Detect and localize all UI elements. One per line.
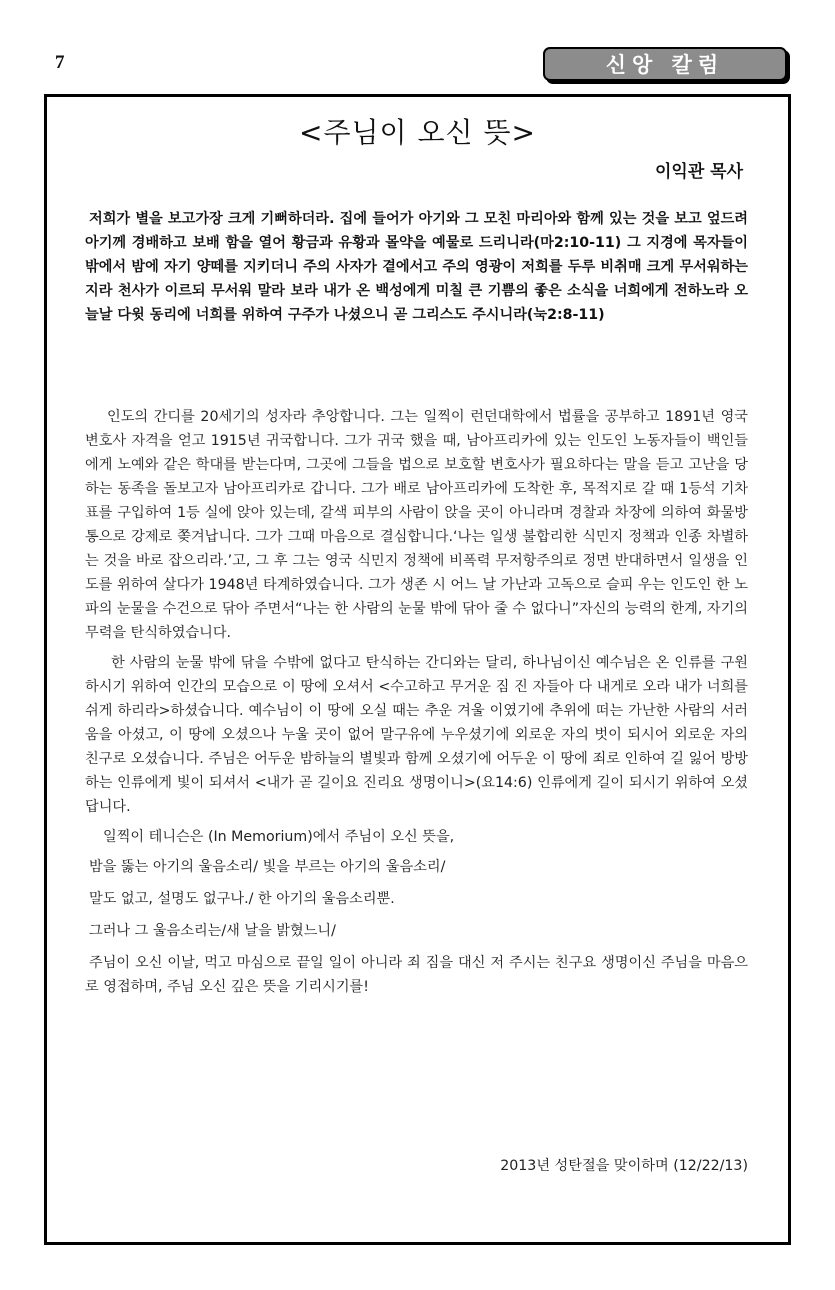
- article-author: 이익관 목사: [654, 162, 743, 182]
- closing-paragraph: 주님이 오신 이날, 먹고 마심으로 끝일 일이 아니라 죄 짐을 대신 저 주시는 친구요 생명이신 주님을 마음으로 영접하며, 주님 오신 깊은 뜻을 기리시기를!: [85, 955, 748, 995]
- article-body: [85, 405, 748, 1005]
- paragraph-jesus: 한 사람의 눈물 밖에 닦을 수밖에 없다고 탄식하는 간디와는 달리, 하나님이신 예수님은 온 인류를 구원하시기 위하여 인간의 모습으로 이 땅에 오셔서 <수고하고 무거운 짐 진 자들아 다 내게로 오라 내가 너희를 쉬게 하리라>하셨습니다. 예수님이 이 땅에 오실 때는 추운 겨울 이였기에 추위에 떠는 가난한 사람의 서러움을 아셨고, 이 땅에 오셨으나 누울 곳이 없어 말구유에 누우셨기에 외로운 자의 벗이 되시어 외로운 자의 친구로 오셨습니다. 주님은 어두운 밤하늘의 별빛과 함께 오셨기에 어두운 이 땅에 죄로 인하여 길 잃어 방방하는 인류에게 빛이 되셔서 <내가 곧 길이요 진리요 생명이니>(요14:6) 인류에게 길이 되시기 위하여 오셨답니다.: [85, 655, 748, 815]
- article-frame: [44, 94, 791, 1245]
- paragraph-gandhi: 인도의 간디를 20세기의 성자라 추앙합니다. 그는 일찍이 런던대학에서 법률을 공부하고 1891년 영국변호사 자격을 얻고 1915년 귀국합니다. 그가 귀국 했을 때, 남아프리카에 있는 인도인 노동자들이 백인들에게 노예와 같은 학대를 받는다며, 그곳에 그들을 법으로 보호할 변호사가 필요하다는 말을 듣고 고난을 당하는 동족을 돌보고자 남아프리카로 갑니다. 그가 배로 남아프리카에 도착한 후, 목적지로 갈 때 1등석 기차표를 구입하여 1등 실에 앉아 있는데, 갈색 피부의 사람이 앉을 곳이 아니라며 경찰과 차장에 의하여 화물방통으로 강제로 쫒겨납니다. 그가 그때 마음으로 결심합니다.‘나는 일생 불합리한 식민지 정책과 인종 차별하는 것을 바로 잡으리라.’고, 그 후 그는 영국 식민지 정책에 비폭력 무저항주의로 정면 반대하면서 일생을 인도를 위하여 살다가 1948년 타계하였습니다. 그가 생존 시 어느 날 가난과 고독으로 슬피 우는 인도인 한 노파의 눈물을 수건으로 닦아 주면서“나는 한 사람의 눈물 밖에 닦아 줄 수 없다니”자신의 능력의 한계, 자기의 무력을 탄식하였습니다.: [85, 409, 748, 641]
- poem-line-1: 밤을 뚫는 아기의 울음소리/ 빛을 부르는 아기의 울음소리/: [89, 859, 446, 875]
- article-signature: 2013년 성탄절을 맞이하며 (12/22/13): [500, 1158, 748, 1174]
- section-tab: 신앙 칼럼: [543, 47, 787, 81]
- poem-line-2: 말도 없고, 설명도 없구나./ 한 아기의 울음소리뿐.: [89, 891, 395, 907]
- page-number: 7: [55, 52, 65, 73]
- article-title: <주님이 오신 뜻>: [298, 116, 536, 149]
- scripture-quote: 저희가 별을 보고가장 크게 기뻐하더라. 집에 들어가 아기와 그 모친 마리아와 함께 있는 것을 보고 엎드려 아기께 경배하고 보배 함을 열어 황금과 유황과 몰약을 예물로 드리니라(마2:10-11) 그 지경에 목자들이 밖에서 밤에 자기 양떼를 지키더니 주의 사자가 곁에서고 주의 영광이 저희를 두루 비취매 크게 무서워하는지라 천사가 이르되 무서워 말라 보라 내가 온 백성에게 미칠 큰 기쁨의 좋은 소식을 너희에게 전하노라 오늘날 다윗 동리에 너희를 위하여 구주가 나셨으니 곧 그리스도 주시니라(눅2:8-11): [85, 211, 748, 323]
- poem-line-3: 그러나 그 울음소리는/새 날을 밝혔느니/: [89, 923, 336, 939]
- poem-intro: 일찍이 테니슨은 (In Memorium)에서 주님이 오신 뜻을,: [103, 829, 455, 845]
